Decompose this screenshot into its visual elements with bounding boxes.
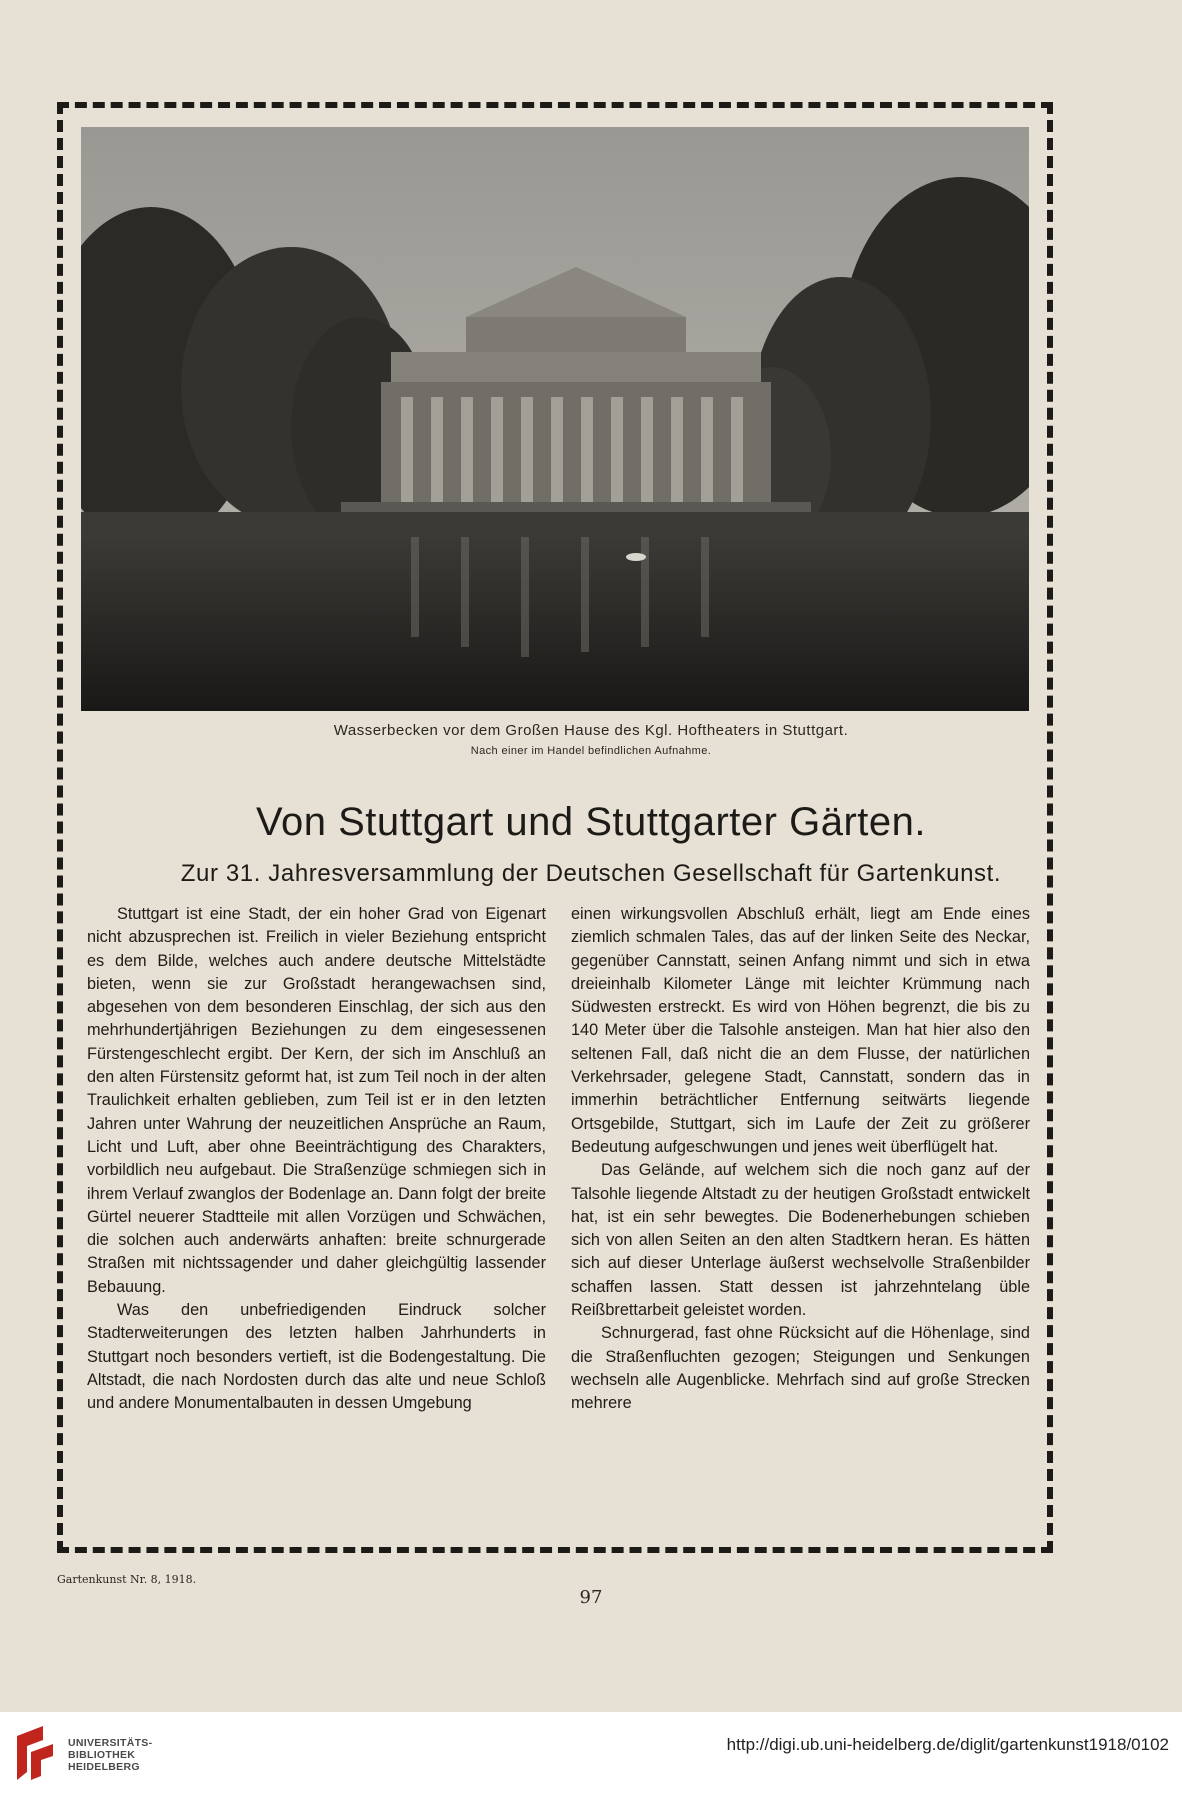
page-number: 97 xyxy=(579,1587,603,1608)
photo-credit: Nach einer im Handel befindlichen Aufnahme. xyxy=(470,745,712,757)
paragraph: Was den unbefriedigenden Eindruck solcher Stadterweiterungen des letzten halben Jahrhunderts in Stuttgart noch besonders vertieft, ist die Bodengestaltung. Die Altstadt, die nach Nordosten durch das alte und neue Schloß und andere Monumentalbauten in dessen Umgebung xyxy=(87,1301,546,1413)
paragraph: Das Gelände, auf welchem sich die noch ganz auf der Talsohle liegende Altstadt zu der heutigen Großstadt entwickelt hat, ist ein sehr bewegtes. Die Bodenerhebungen schieben sich von allen Seiten an den alten Stadtkern heran. Es hätten sich auf dieser Unterlage äußerst wechselvolle Straßenbilder schaffen lassen. Statt dessen ist jahrzehntelang üble Reißbrettarbeit geleistet worden. xyxy=(571,1161,1030,1320)
article-title: Von Stuttgart und Stuttgarter Gärten. xyxy=(255,800,926,844)
article-subtitle: Zur 31. Jahresversammlung der Deutschen Gesellschaft für Gartenkunst. xyxy=(180,860,1002,887)
photo-caption: Wasserbecken vor dem Großen Hause des Kgl. Hoftheaters in Stuttgart. xyxy=(333,722,849,739)
paragraph: Schnurgerad, fast ohne Rücksicht auf die Höhenlage, sind die Straßenfluchten gezogen; Steigungen und Senkungen wechseln alle Augenblicke. Mehrfach sind auf große Strecken mehrere xyxy=(571,1324,1030,1413)
library-name-line: BIBLIOTHEK xyxy=(68,1749,136,1761)
library-name-line: HEIDELBERG xyxy=(68,1761,140,1773)
library-logo-icon xyxy=(13,1722,57,1784)
text-column-left xyxy=(87,903,546,1416)
library-name xyxy=(68,1737,152,1773)
theater-photograph xyxy=(81,127,1029,711)
text-column-right xyxy=(571,903,1030,1416)
journal-reference: Gartenkunst Nr. 8, 1918. xyxy=(57,1573,197,1586)
theater-photo-illustration xyxy=(81,127,1029,711)
library-name-line: UNIVERSITÄTS- xyxy=(68,1737,153,1749)
paragraph: Stuttgart ist eine Stadt, der ein hoher Grad von Eigenart nicht abzusprechen ist. Freilich in vieler Beziehung entspricht es dem Bilde, welches auch andere deutsche Mittelstädte bieten, wenn sie zur Großstadt herangewachsen sind, abgesehen von dem besonderen Einschlag, der sich aus den mehrhundertjährigen Beziehungen zu dem eingesessenen Fürstengeschlecht ergibt. Der Kern, der sich im Anschluß an den alten Fürstensitz geformt hat, ist zum Teil noch in der alten Traulichkeit erhalten geblieben, zum Teil ist er in den letzten Jahren unter Wahrung der neuzeitlichen Ansprüche an Raum, Licht und Luft, aber ohne Beeinträchtigung des Charakters, vorbildlich neu aufgebaut. Die Straßenzüge schmiegen sich in ihrem Verlauf zwanglos der Bodenlage an. Dann folgt der breite Gürtel neuerer Stadtteile mit allen Vorzügen und Schwächen, die solchen auch anderwärts anhaften: breite schnurgerade Straßen mit nichtssagender und daher gleichgültig lassender Bebauung. xyxy=(87,905,546,1296)
paragraph-continuation: einen wirkungsvollen Abschluß erhält, liegt am Ende eines ziemlich schmalen Tales, das auf der linken Seite des Neckar, gegenüber Cannstatt, seinen Anfang nimmt und sich in etwa dreieinhalb Kilometer Länge mit leichter Krümmung nach Südwesten erstreckt. Es wird von Höhen begrenzt, die bis zu 140 Meter über die Talsohle ansteigen. Man hat hier also den seltenen Fall, daß nicht die an dem Flusse, der natürlichen Verkehrsader, gelegene Stadt, Cannstatt, sondern das in immerhin beträchtlicher Entfernung seitwärts liegende Ortsgebilde, Stuttgart, sich im Laufe der Zeit zu größerer Bedeutung aufgeschwungen und jenes weit überflügelt hat. xyxy=(571,905,1030,1156)
source-url-link[interactable]: http://digi.ub.uni-heidelberg.de/diglit/gartenkunst1918/0102 xyxy=(726,1735,1169,1754)
digitization-footer xyxy=(0,1712,1182,1799)
